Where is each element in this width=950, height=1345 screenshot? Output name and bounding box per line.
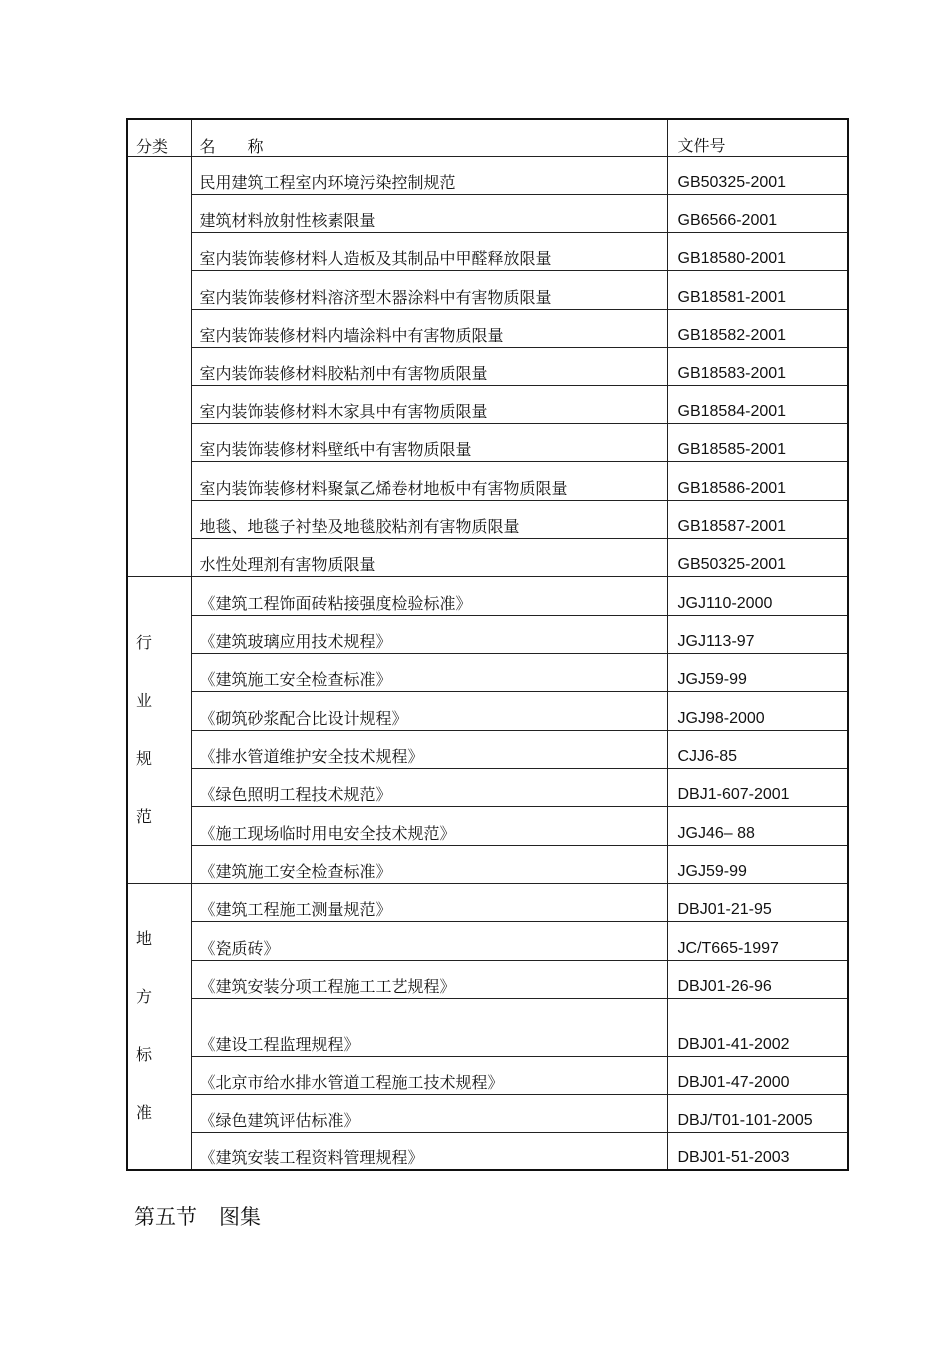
standard-code: DBJ01-51-2003 xyxy=(667,1132,848,1170)
standard-name: 室内装饰装修材料壁纸中有害物质限量 xyxy=(191,423,667,461)
standard-name: 水性处理剂有害物质限量 xyxy=(191,538,667,576)
standard-code: GB18583-2001 xyxy=(667,347,848,385)
standard-name: 《瓷质砖》 xyxy=(191,921,667,960)
standard-code: DBJ01-26-96 xyxy=(667,960,848,998)
standard-code: JGJ59-99 xyxy=(667,845,848,883)
category-cell xyxy=(127,576,191,883)
standard-code: DBJ01-21-95 xyxy=(667,883,848,921)
standard-code: GB18584-2001 xyxy=(667,385,848,423)
standard-name: 地毯、地毯子衬垫及地毯胶粘剂有害物质限量 xyxy=(191,500,667,538)
table-row xyxy=(127,423,848,461)
category-char: 方 xyxy=(136,987,153,1007)
standard-code: DBJ/T01-101-2005 xyxy=(667,1094,848,1132)
standard-name: 《建筑玻璃应用技术规程》 xyxy=(191,615,667,653)
standard-code: GB50325-2001 xyxy=(667,538,848,576)
standard-name: 《施工现场临时用电安全技术规范》 xyxy=(191,806,667,845)
table-body xyxy=(127,119,848,1170)
standard-code: GB18587-2001 xyxy=(667,500,848,538)
table-row xyxy=(127,385,848,423)
table-row xyxy=(127,845,848,883)
standard-code: JGJ113-97 xyxy=(667,615,848,653)
table-row xyxy=(127,1132,848,1170)
standard-code: JGJ98-2000 xyxy=(667,691,848,730)
table-row xyxy=(127,500,848,538)
standard-name: 《砌筑砂浆配合比设计规程》 xyxy=(191,691,667,730)
standard-name: 室内装饰装修材料胶粘剂中有害物质限量 xyxy=(191,347,667,385)
standard-name: 《北京市给水排水管道工程施工技术规程》 xyxy=(191,1056,667,1094)
standard-code: DBJ1-607-2001 xyxy=(667,768,848,806)
table-row xyxy=(127,653,848,691)
table-row xyxy=(127,998,848,1056)
standard-code: JGJ59-99 xyxy=(667,653,848,691)
table-row xyxy=(127,960,848,998)
standard-name: 室内装饰装修材料内墙涂料中有害物质限量 xyxy=(191,309,667,347)
table-header-row xyxy=(127,119,848,156)
table-row xyxy=(127,615,848,653)
standard-name: 《建设工程监理规程》 xyxy=(191,998,667,1056)
standard-name: 室内装饰装修材料木家具中有害物质限量 xyxy=(191,385,667,423)
section-number: 第五节 xyxy=(134,1205,197,1229)
standard-code: JGJ46– 88 xyxy=(667,806,848,845)
standard-code: DBJ01-41-2002 xyxy=(667,998,848,1056)
table-row xyxy=(127,883,848,921)
standard-code: DBJ01-47-2000 xyxy=(667,1056,848,1094)
table-row xyxy=(127,232,848,270)
category-cell xyxy=(127,156,191,576)
standard-code: JGJ110-2000 xyxy=(667,576,848,615)
standard-code: JC/T665-1997 xyxy=(667,921,848,960)
standard-name: 室内装饰装修材料溶济型木器涂料中有害物质限量 xyxy=(191,270,667,309)
standard-name: 《建筑工程饰面砖粘接强度检验标准》 xyxy=(191,576,667,615)
table-row xyxy=(127,921,848,960)
standard-name: 建筑材料放射性核素限量 xyxy=(191,194,667,232)
standard-code: GB18581-2001 xyxy=(667,270,848,309)
standard-code: GB18580-2001 xyxy=(667,232,848,270)
standard-name: 《绿色照明工程技术规范》 xyxy=(191,768,667,806)
header-name: 名 称 xyxy=(191,119,667,156)
header-category: 分类 xyxy=(127,119,191,156)
standard-name: 《建筑施工安全检查标准》 xyxy=(191,845,667,883)
category-char: 范 xyxy=(136,806,153,826)
standard-code: GB6566-2001 xyxy=(667,194,848,232)
standard-name: 《建筑施工安全检查标准》 xyxy=(191,653,667,691)
standard-code: GB18582-2001 xyxy=(667,309,848,347)
table-row xyxy=(127,194,848,232)
table-row xyxy=(127,730,848,768)
table-row xyxy=(127,691,848,730)
section-heading xyxy=(134,1201,261,1231)
standard-name: 《建筑安装分项工程施工工艺规程》 xyxy=(191,960,667,998)
table-row xyxy=(127,1056,848,1094)
standard-code: GB18585-2001 xyxy=(667,423,848,461)
standard-name: 《建筑安装工程资料管理规程》 xyxy=(191,1132,667,1170)
category-char: 地 xyxy=(136,929,153,949)
category-char: 业 xyxy=(136,690,153,710)
table-row xyxy=(127,806,848,845)
table-row xyxy=(127,270,848,309)
table-row xyxy=(127,768,848,806)
table-row xyxy=(127,347,848,385)
standard-name: 民用建筑工程室内环境污染控制规范 xyxy=(191,156,667,194)
standards-table xyxy=(126,118,849,1171)
table-row xyxy=(127,156,848,194)
category-char: 准 xyxy=(136,1103,153,1123)
standard-name: 室内装饰装修材料聚氯乙烯卷材地板中有害物质限量 xyxy=(191,461,667,500)
category-char: 标 xyxy=(136,1045,153,1065)
standard-name: 《建筑工程施工测量规范》 xyxy=(191,883,667,921)
table-row xyxy=(127,576,848,615)
table-row xyxy=(127,538,848,576)
category-char: 行 xyxy=(136,632,153,652)
header-code: 文件号 xyxy=(667,119,848,156)
table-row xyxy=(127,309,848,347)
table-row xyxy=(127,461,848,500)
standard-name: 《排水管道维护安全技术规程》 xyxy=(191,730,667,768)
table-row xyxy=(127,1094,848,1132)
category-char: 规 xyxy=(136,748,153,768)
section-title: 图集 xyxy=(219,1205,261,1229)
standard-name: 室内装饰装修材料人造板及其制品中甲醛释放限量 xyxy=(191,232,667,270)
standard-code: GB50325-2001 xyxy=(667,156,848,194)
standard-code: GB18586-2001 xyxy=(667,461,848,500)
standard-name: 《绿色建筑评估标准》 xyxy=(191,1094,667,1132)
category-cell xyxy=(127,883,191,1170)
standard-code: CJJ6-85 xyxy=(667,730,848,768)
